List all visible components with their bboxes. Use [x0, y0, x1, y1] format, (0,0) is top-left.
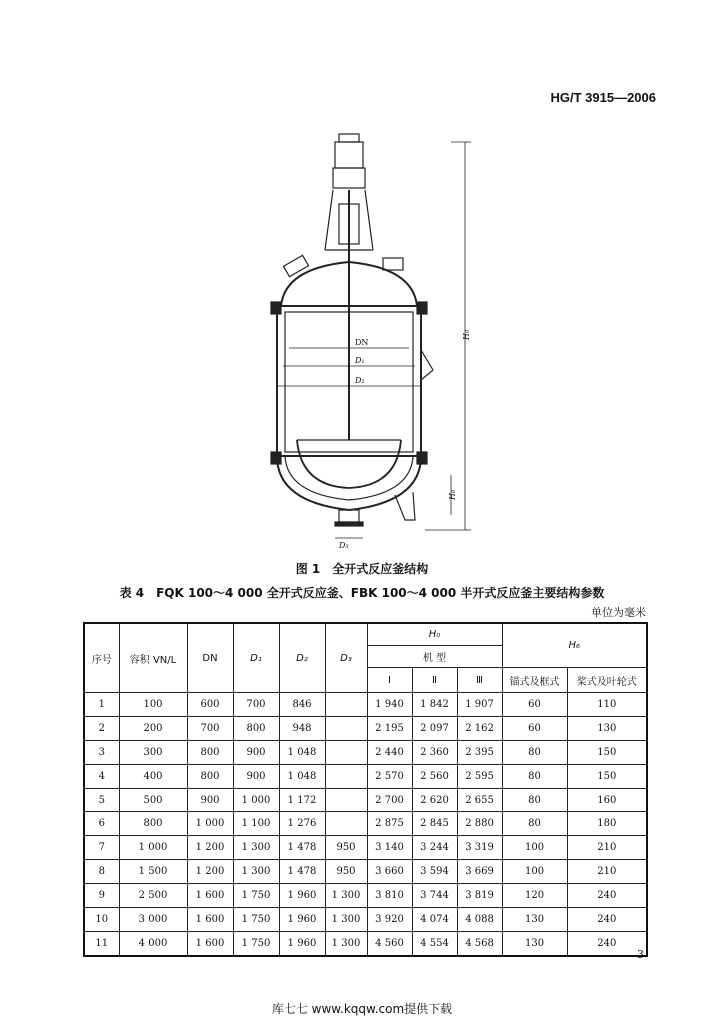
header-h0: H₀	[367, 623, 502, 646]
table-cell: 800	[119, 812, 187, 836]
table-cell: 1 200	[187, 836, 233, 860]
table-cell: 4 000	[119, 931, 187, 955]
flange-tr-shape	[417, 302, 427, 314]
table-cell: 130	[567, 716, 647, 740]
table-cell: 3 140	[367, 836, 412, 860]
label-d1: D₁	[355, 356, 365, 365]
header-volume: 容积 VN/L	[119, 623, 187, 693]
table-cell: 3 244	[412, 836, 457, 860]
table-cell: 1 960	[279, 931, 325, 955]
table-cell: 846	[279, 693, 325, 717]
table-cell: 60	[502, 716, 567, 740]
download-footer: 库七七 www.kqqw.com提供下载	[271, 1002, 453, 1016]
header-dn: DN	[187, 623, 233, 693]
page-number: 3	[637, 948, 644, 961]
inner-bottom-shape	[285, 456, 413, 500]
table-cell: 120	[502, 884, 567, 908]
table-cell: 6	[84, 812, 119, 836]
table-cell: 1 300	[325, 884, 367, 908]
table-cell: 1 300	[233, 836, 279, 860]
table-cell: 3 319	[457, 836, 502, 860]
table-cell: 100	[502, 860, 567, 884]
reducer-shape	[333, 168, 365, 188]
header-anchor-frame: 锚式及框式	[502, 668, 567, 693]
motor-cap-shape	[339, 134, 359, 142]
table-cell: 2 097	[412, 716, 457, 740]
table-cell: 1 300	[325, 908, 367, 932]
table-cell: 150	[567, 764, 647, 788]
table-cell: 11	[84, 931, 119, 955]
table-cell	[325, 764, 367, 788]
table-cell: 110	[567, 693, 647, 717]
table-cell: 2 700	[367, 788, 412, 812]
table-cell: 1 000	[119, 836, 187, 860]
table-cell	[325, 716, 367, 740]
label-h0: H₀	[462, 329, 471, 340]
side-lug-shape	[421, 350, 433, 380]
table-cell: 600	[187, 693, 233, 717]
table-cell: 2 360	[412, 740, 457, 764]
table-cell: 1 100	[233, 812, 279, 836]
table-cell: 240	[567, 931, 647, 955]
table-row	[84, 884, 647, 908]
table-cell: 3 594	[412, 860, 457, 884]
standard-code: HG/T 3915—2006	[550, 90, 656, 105]
table-cell: 300	[119, 740, 187, 764]
flange-bl-shape	[271, 452, 281, 464]
table-title: 表 4 FQK 100～4 000 全开式反应釜、FBK 100～4 000 半开式反应釜主要结构参数	[119, 586, 605, 600]
table-cell: 2 595	[457, 764, 502, 788]
table-cell: 1 907	[457, 693, 502, 717]
table-cell: 1 478	[279, 836, 325, 860]
table-cell: 100	[119, 693, 187, 717]
table-cell: 1 000	[187, 812, 233, 836]
table-row	[84, 812, 647, 836]
table-cell: 950	[325, 860, 367, 884]
table-cell: 160	[567, 788, 647, 812]
table-cell: 1 048	[279, 764, 325, 788]
header-d3: D₃	[325, 623, 367, 693]
table-cell: 1 960	[279, 908, 325, 932]
header-paddle-impeller: 桨式及叶轮式	[567, 668, 647, 693]
table-cell: 80	[502, 764, 567, 788]
table-row	[84, 716, 647, 740]
header-seq: 序号	[84, 623, 119, 693]
table-cell: 1 842	[412, 693, 457, 717]
table-cell: 1 750	[233, 908, 279, 932]
table-cell: 2 880	[457, 812, 502, 836]
table-cell: 2 570	[367, 764, 412, 788]
anchor-agitator-shape	[297, 440, 401, 488]
table-cell: 3 920	[367, 908, 412, 932]
table-cell: 130	[502, 931, 567, 955]
table-cell: 4 554	[412, 931, 457, 955]
table-cell: 200	[119, 716, 187, 740]
header-type-3: Ⅲ	[457, 668, 502, 693]
table-cell: 80	[502, 812, 567, 836]
table-cell: 1 500	[119, 860, 187, 884]
table-cell: 1 600	[187, 908, 233, 932]
table-cell: 5	[84, 788, 119, 812]
table-cell: 8	[84, 860, 119, 884]
table-cell: 700	[233, 693, 279, 717]
table-cell: 500	[119, 788, 187, 812]
header-type-2: Ⅱ	[412, 668, 457, 693]
table-cell: 3 810	[367, 884, 412, 908]
table-cell: 180	[567, 812, 647, 836]
table-row	[84, 931, 647, 955]
reactor-drawing	[255, 120, 485, 560]
table-row	[84, 740, 647, 764]
label-dn: DN	[355, 338, 369, 347]
table-cell: 800	[187, 764, 233, 788]
table-cell: 1 172	[279, 788, 325, 812]
table-cell: 2 845	[412, 812, 457, 836]
table-row	[84, 908, 647, 932]
table-cell: 9	[84, 884, 119, 908]
table-cell: 130	[502, 908, 567, 932]
table-cell: 2 620	[412, 788, 457, 812]
table-cell: 2 440	[367, 740, 412, 764]
table-cell: 1	[84, 693, 119, 717]
table-cell: 60	[502, 693, 567, 717]
table-cell: 2 395	[457, 740, 502, 764]
table-cell: 1 750	[233, 884, 279, 908]
table-cell: 4 568	[457, 931, 502, 955]
table-cell: 3	[84, 740, 119, 764]
table-cell: 2 500	[119, 884, 187, 908]
table-cell: 80	[502, 788, 567, 812]
table-cell: 1 000	[233, 788, 279, 812]
table-cell: 900	[233, 764, 279, 788]
table-cell: 1 048	[279, 740, 325, 764]
table-cell: 4	[84, 764, 119, 788]
table-cell: 7	[84, 836, 119, 860]
table-cell: 3 744	[412, 884, 457, 908]
parameters-table	[83, 622, 648, 957]
table-cell: 4 074	[412, 908, 457, 932]
table-cell: 400	[119, 764, 187, 788]
table-cell: 1 940	[367, 693, 412, 717]
flange-tl-shape	[271, 302, 281, 314]
table-cell: 240	[567, 908, 647, 932]
nozzle-right-shape	[383, 258, 403, 270]
table-cell: 3 000	[119, 908, 187, 932]
header-h6: H₆	[502, 623, 647, 668]
table-cell: 1 600	[187, 884, 233, 908]
table-cell: 800	[187, 740, 233, 764]
header-machine-type: 机 型	[367, 646, 502, 668]
table-cell: 1 600	[187, 931, 233, 955]
figure-caption: 图 1 全开式反应釜结构	[295, 562, 429, 576]
table-cell: 210	[567, 860, 647, 884]
outlet-flange-shape	[335, 522, 363, 526]
table-cell: 1 300	[233, 860, 279, 884]
table-cell: 3 660	[367, 860, 412, 884]
table-cell: 2 655	[457, 788, 502, 812]
table-cell: 80	[502, 740, 567, 764]
outlet-shape	[339, 510, 359, 522]
table-cell: 1 960	[279, 884, 325, 908]
table-cell: 1 750	[233, 931, 279, 955]
table-cell: 3 819	[457, 884, 502, 908]
table-cell	[325, 788, 367, 812]
table-row	[84, 764, 647, 788]
motor-shape	[335, 142, 363, 168]
table-cell: 10	[84, 908, 119, 932]
header-d2: D₂	[279, 623, 325, 693]
table-cell: 2	[84, 716, 119, 740]
table-row	[84, 693, 647, 717]
label-d2: D₂	[355, 376, 365, 385]
header-type-1: Ⅰ	[367, 668, 412, 693]
table-cell: 240	[567, 884, 647, 908]
table-cell: 150	[567, 740, 647, 764]
table-cell: 3 669	[457, 860, 502, 884]
table-cell	[325, 740, 367, 764]
table-cell: 1 300	[325, 931, 367, 955]
table-cell: 700	[187, 716, 233, 740]
unit-note: 单位为毫米	[591, 606, 646, 619]
table-cell: 2 195	[367, 716, 412, 740]
table-cell: 1 200	[187, 860, 233, 884]
table-cell: 2 560	[412, 764, 457, 788]
table-cell: 800	[233, 716, 279, 740]
table-cell: 900	[233, 740, 279, 764]
reactor-figure	[255, 120, 485, 560]
table-row	[84, 860, 647, 884]
table-cell: 2 875	[367, 812, 412, 836]
table-cell	[325, 693, 367, 717]
table-cell: 1 478	[279, 860, 325, 884]
table-cell: 210	[567, 836, 647, 860]
table-cell: 4 560	[367, 931, 412, 955]
table-row	[84, 836, 647, 860]
table-cell	[325, 812, 367, 836]
table-cell: 1 276	[279, 812, 325, 836]
header-d1: D₁	[233, 623, 279, 693]
table-cell: 948	[279, 716, 325, 740]
label-h6: H₆	[448, 489, 457, 500]
table-cell: 4 088	[457, 908, 502, 932]
table-cell: 2 162	[457, 716, 502, 740]
table-row	[84, 788, 647, 812]
table-cell: 100	[502, 836, 567, 860]
table-cell: 900	[187, 788, 233, 812]
label-d3: D₃	[339, 541, 349, 550]
table-cell: 950	[325, 836, 367, 860]
flange-br-shape	[417, 452, 427, 464]
